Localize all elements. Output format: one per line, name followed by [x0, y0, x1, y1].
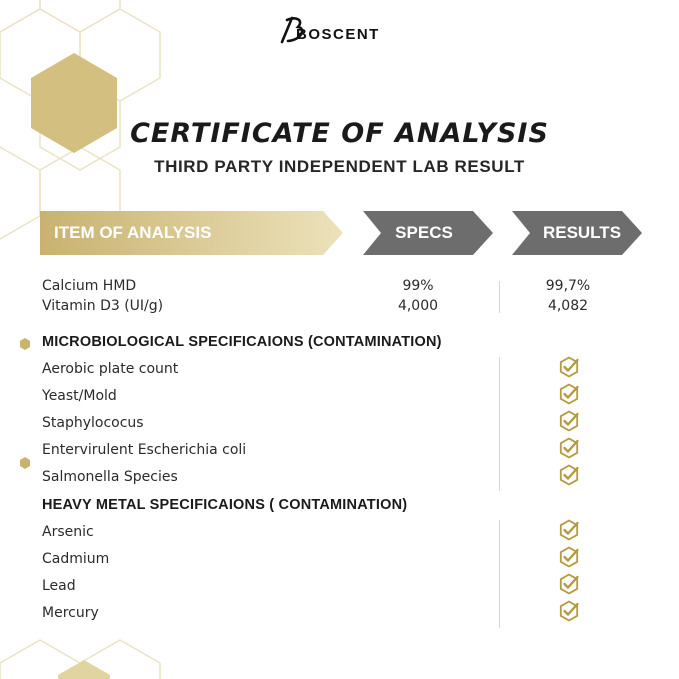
list-item: Salmonella Species	[42, 469, 178, 485]
list-item: Cadmium	[42, 551, 110, 567]
analysis-item: Vitamin D3 (UI/g)	[42, 298, 164, 314]
check-badge-icon	[558, 356, 580, 378]
check-badge-icon	[558, 410, 580, 432]
section-title-heavy-metal: HEAVY METAL SPECIFICAIONS ( CONTAMINATION)	[42, 497, 408, 513]
column-divider	[499, 281, 500, 313]
header-results-label: RESULTS	[542, 223, 622, 242]
list-item: Aerobic plate count	[42, 361, 179, 377]
section-title-microbiological: MICROBIOLOGICAL SPECIFICAIONS (CONTAMINATION)	[42, 334, 442, 350]
header-item-label: ITEM OF ANALYSIS	[54, 223, 212, 242]
header-results	[512, 211, 642, 255]
page-subtitle: THIRD PARTY INDEPENDENT LAB RESULT	[154, 157, 525, 176]
analysis-result: 4,082	[547, 298, 589, 314]
list-item: Mercury	[42, 605, 99, 621]
header-item-of-analysis	[40, 211, 343, 255]
check-badge-icon	[558, 546, 580, 568]
check-badge-icon	[558, 573, 580, 595]
check-badge-icon	[558, 437, 580, 459]
page-title: CERTIFICATE OF ANALYSIS	[130, 118, 549, 149]
check-badge-icon	[558, 600, 580, 622]
header-specs-label: SPECS	[395, 223, 453, 242]
column-divider	[499, 520, 500, 628]
check-badge-icon	[558, 383, 580, 405]
list-item: Entervirulent Escherichia coli	[42, 442, 247, 458]
analysis-result: 99,7%	[545, 278, 591, 294]
list-item: Staphylococus	[42, 415, 144, 431]
header-specs	[363, 211, 493, 255]
check-badge-icon	[558, 519, 580, 541]
brand-logo	[278, 14, 398, 46]
list-item: Arsenic	[42, 524, 94, 540]
analysis-item: Calcium HMD	[42, 278, 137, 294]
analysis-spec: 99%	[402, 278, 434, 294]
check-badge-icon	[558, 464, 580, 486]
list-item: Lead	[42, 578, 76, 594]
brand-name: BOSCENT	[296, 26, 380, 43]
analysis-spec: 4,000	[397, 298, 439, 314]
list-item: Yeast/Mold	[42, 388, 117, 404]
column-divider	[499, 357, 500, 491]
